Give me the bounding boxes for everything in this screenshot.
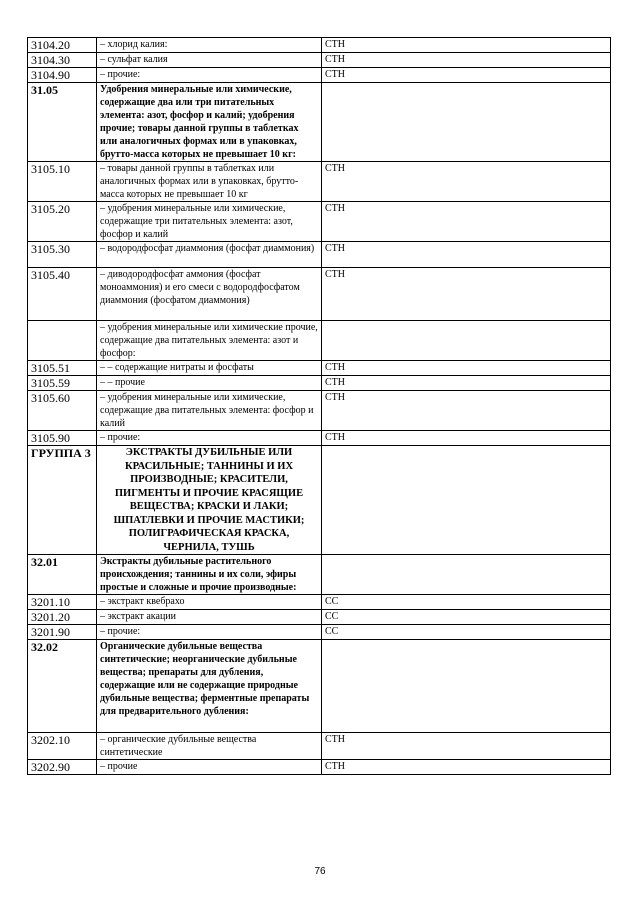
description-cell: – прочие: xyxy=(97,431,322,446)
code-cell: 3201.90 xyxy=(28,625,97,640)
description-cell: – удобрения минеральные или химические прочие, содержащие два питательных элемента: азот и фосфор: xyxy=(97,321,322,361)
table-row xyxy=(28,595,611,610)
code-cell: 31.05 xyxy=(28,83,97,162)
table-row xyxy=(28,391,611,431)
table-row xyxy=(28,610,611,625)
description-cell: – экстракт квебрахо xyxy=(97,595,322,610)
rate-cell: СТН xyxy=(322,431,611,446)
tariff-table-body xyxy=(28,38,611,775)
table-row xyxy=(28,733,611,760)
rate-cell: СТН xyxy=(322,376,611,391)
code-cell xyxy=(28,321,97,361)
code-cell: 3105.40 xyxy=(28,268,97,321)
rate-cell xyxy=(322,446,611,555)
code-cell: 3105.20 xyxy=(28,202,97,242)
table-row xyxy=(28,361,611,376)
rate-cell: СТН xyxy=(322,760,611,775)
code-cell: 32.01 xyxy=(28,555,97,595)
heading-row xyxy=(28,555,611,595)
table-row xyxy=(28,68,611,83)
description-cell: – прочие: xyxy=(97,68,322,83)
description-cell: – удобрения минеральные или химические, содержащие два питательных элемента: фосфор и калий xyxy=(97,391,322,431)
table-row xyxy=(28,431,611,446)
code-cell: 3105.59 xyxy=(28,376,97,391)
heading-row xyxy=(28,83,611,162)
description-cell: – удобрения минеральные или химические, содержащие три питательных элемента: азот, фосфор и калий xyxy=(97,202,322,242)
table-row xyxy=(28,242,611,268)
description-cell: – диводородфосфат аммония (фосфат моноаммония) и его смеси с водородфосфатом диаммония (фосфатом диаммония) xyxy=(97,268,322,321)
description-cell: – органические дубильные вещества синтетические xyxy=(97,733,322,760)
description-cell: Органические дубильные вещества синтетические; неорганические дубильные вещества; препараты для дубления, содержащие или не содержащие природные дубильные вещества; ферментные препараты для предварительного дубления: xyxy=(97,640,322,733)
code-cell: 3105.60 xyxy=(28,391,97,431)
rate-cell: СТН xyxy=(322,391,611,431)
code-cell: 3104.20 xyxy=(28,38,97,53)
rate-cell: СТН xyxy=(322,38,611,53)
description-cell: – сульфат калия xyxy=(97,53,322,68)
description-cell: – прочие xyxy=(97,760,322,775)
rate-cell: СТН xyxy=(322,202,611,242)
description-cell: Экстракты дубильные растительного происхождения; таннины и их соли, эфиры простые и сложные и прочие производные: xyxy=(97,555,322,595)
rate-cell: СТН xyxy=(322,162,611,202)
rate-cell xyxy=(322,640,611,733)
tariff-table xyxy=(27,37,611,775)
code-cell: ГРУППА 3 xyxy=(28,446,97,555)
rate-cell: СТН xyxy=(322,268,611,321)
table-row xyxy=(28,625,611,640)
code-cell: 32.02 xyxy=(28,640,97,733)
table-row xyxy=(28,268,611,321)
description-cell: – водородфосфат диаммония (фосфат диаммония) xyxy=(97,242,322,268)
description-cell: – экстракт акации xyxy=(97,610,322,625)
rate-cell: СТН xyxy=(322,242,611,268)
table-row xyxy=(28,38,611,53)
group-heading-row xyxy=(28,446,611,555)
rate-cell xyxy=(322,321,611,361)
description-cell: – товары данной группы в таблетках или аналогичных формах или в упаковках, брутто-масса которых не превышает 10 кг xyxy=(97,162,322,202)
table-row xyxy=(28,53,611,68)
code-cell: 3202.10 xyxy=(28,733,97,760)
rate-cell: СТН xyxy=(322,733,611,760)
description-cell: – прочие: xyxy=(97,625,322,640)
rate-cell: СС xyxy=(322,595,611,610)
rate-cell: СТН xyxy=(322,68,611,83)
table-row xyxy=(28,376,611,391)
code-cell: 3105.51 xyxy=(28,361,97,376)
code-cell: 3104.90 xyxy=(28,68,97,83)
rate-cell: СС xyxy=(322,610,611,625)
code-cell: 3105.30 xyxy=(28,242,97,268)
description-cell: – – содержащие нитраты и фосфаты xyxy=(97,361,322,376)
code-cell: 3202.90 xyxy=(28,760,97,775)
heading-row xyxy=(28,640,611,733)
code-cell: 3201.10 xyxy=(28,595,97,610)
table-row xyxy=(28,162,611,202)
table-row xyxy=(28,321,611,361)
rate-cell: СС xyxy=(322,625,611,640)
code-cell: 3105.90 xyxy=(28,431,97,446)
page-number: 76 xyxy=(314,866,326,877)
rate-cell: СТН xyxy=(322,53,611,68)
description-cell: Удобрения минеральные или химические, содержащие два или три питательных элемента: азот, фосфор и калий; удобрения прочие; товары данной группы в таблетках или аналогичных формах или в упаковках, брутто-масса которых не превышает 10 кг: xyxy=(97,83,322,162)
rate-cell: СТН xyxy=(322,361,611,376)
description-cell: ЭКСТРАКТЫ ДУБИЛЬНЫЕ ИЛИ КРАСИЛЬНЫЕ; ТАННИНЫ И ИХ ПРОИЗВОДНЫЕ; КРАСИТЕЛИ, ПИГМЕНТЫ И ПРОЧИЕ КРАСЯЩИЕ ВЕЩЕСТВА; КРАСКИ И ЛАКИ; ШПАТЛЕВКИ И ПРОЧИЕ МАСТИКИ; ПОЛИГРАФИЧЕСКАЯ КРАСКА, ЧЕРНИЛА, ТУШЬ xyxy=(97,446,322,555)
table-row xyxy=(28,202,611,242)
code-cell: 3105.10 xyxy=(28,162,97,202)
rate-cell xyxy=(322,83,611,162)
table-row xyxy=(28,760,611,775)
rate-cell xyxy=(322,555,611,595)
description-cell: – – прочие xyxy=(97,376,322,391)
description-cell: – хлорид калия: xyxy=(97,38,322,53)
code-cell: 3201.20 xyxy=(28,610,97,625)
code-cell: 3104.30 xyxy=(28,53,97,68)
